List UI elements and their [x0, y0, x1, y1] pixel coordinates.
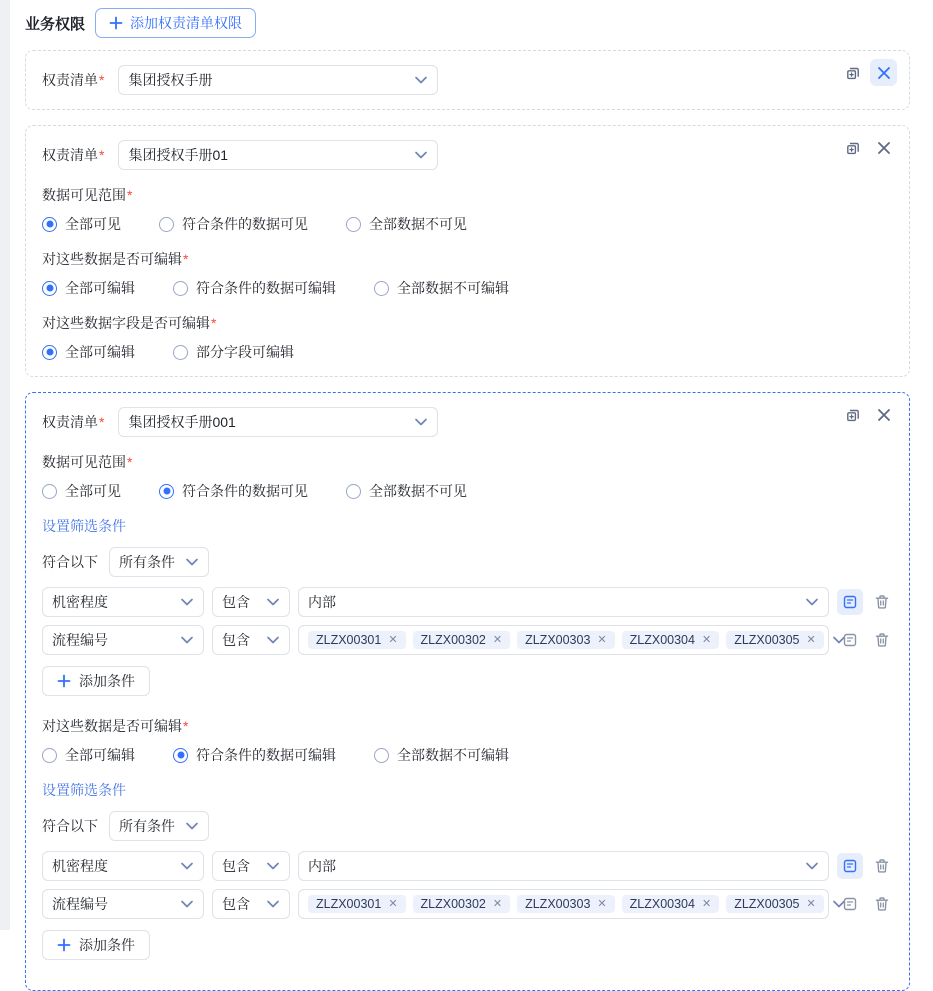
- delete-condition-icon[interactable]: [871, 891, 893, 917]
- value-tag: ZLZX00303 ✕: [517, 631, 615, 649]
- duty-list-value: 集团授权手册01: [128, 147, 229, 163]
- chevron-down-icon: [266, 633, 280, 647]
- tag-close-icon[interactable]: ✕: [806, 633, 816, 646]
- chevron-down-icon: [180, 633, 194, 647]
- match-type-select[interactable]: [109, 547, 209, 577]
- section-title: 业务权限: [25, 15, 86, 33]
- note-icon[interactable]: [837, 891, 863, 917]
- duty-list-field: [42, 65, 893, 95]
- duplicate-card-icon[interactable]: [839, 134, 866, 161]
- duty-list-value: 集团授权手册001: [128, 414, 236, 430]
- set-filter-conditions-link[interactable]: 设置筛选条件: [42, 518, 126, 534]
- data-editable-group: [42, 249, 893, 298]
- radio-option-all-editable[interactable]: 全部可编辑: [42, 745, 135, 765]
- duty-permission-card-2: [25, 125, 910, 377]
- chevron-down-icon: [185, 555, 199, 569]
- tag-close-icon[interactable]: ✕: [597, 633, 607, 646]
- plus-icon: [57, 674, 71, 688]
- radio-icon: [173, 748, 188, 763]
- match-type-row: [42, 547, 893, 577]
- chevron-down-icon: [414, 148, 428, 162]
- radio-icon: [374, 748, 389, 763]
- radio-option-none-editable[interactable]: 全部数据不可编辑: [374, 745, 509, 765]
- radio-icon: [346, 217, 361, 232]
- chevron-down-icon: [414, 73, 428, 87]
- tag-close-icon[interactable]: ✕: [492, 633, 503, 646]
- chevron-down-icon: [185, 819, 199, 833]
- radio-option-conditional-editable[interactable]: 符合条件的数据可编辑: [173, 745, 336, 765]
- chevron-down-icon: [266, 859, 280, 873]
- condition-row: [42, 587, 893, 617]
- condition-value-select[interactable]: 内部: [298, 851, 829, 881]
- duty-list-select[interactable]: [118, 407, 438, 437]
- tag-close-icon[interactable]: ✕: [492, 897, 503, 910]
- radio-option-none-editable[interactable]: 全部数据不可编辑: [374, 278, 509, 298]
- condition-value-select[interactable]: [298, 889, 829, 919]
- condition-field-select[interactable]: 流程编号: [42, 889, 204, 919]
- radio-option-all-visible[interactable]: 全部可见: [42, 214, 121, 234]
- note-icon[interactable]: [837, 627, 863, 653]
- radio-group: [42, 342, 893, 362]
- value-tag: ZLZX00303 ✕: [517, 895, 615, 913]
- duty-list-label: 权责清单*: [42, 72, 105, 88]
- condition-row: [42, 889, 893, 919]
- condition-row: [42, 851, 893, 881]
- duty-list-select[interactable]: [118, 140, 438, 170]
- value-tag: ZLZX00305 ✕: [726, 631, 824, 649]
- duplicate-card-icon[interactable]: [839, 59, 866, 86]
- duty-list-value: 集团授权手册: [128, 72, 213, 88]
- radio-icon: [173, 345, 188, 360]
- condition-field-select[interactable]: 流程编号: [42, 625, 204, 655]
- chevron-down-icon: [180, 595, 194, 609]
- business-permission-panel: [25, 0, 910, 991]
- radio-option-all-editable[interactable]: 全部可编辑: [42, 278, 135, 298]
- chevron-down-icon: [266, 595, 280, 609]
- radio-group: [42, 745, 893, 765]
- close-card-icon[interactable]: [870, 59, 897, 86]
- radio-group: [42, 278, 893, 298]
- tag-close-icon[interactable]: ✕: [388, 633, 398, 646]
- card-actions: [839, 134, 897, 161]
- value-tag: ZLZX00301 ✕: [308, 895, 406, 913]
- radio-option-partial-fields-editable[interactable]: 部分字段可编辑: [173, 342, 294, 362]
- delete-condition-icon[interactable]: [871, 853, 893, 879]
- radio-option-none-visible[interactable]: 全部数据不可见: [346, 214, 467, 234]
- match-type-row: [42, 811, 893, 841]
- match-type-value: 所有条件: [119, 554, 175, 570]
- tag-list: [308, 895, 824, 913]
- radio-icon: [374, 281, 389, 296]
- data-visible-scope-group: [42, 452, 893, 501]
- tag-list: [308, 631, 824, 649]
- radio-option-conditional-visible[interactable]: 符合条件的数据可见: [159, 481, 308, 501]
- add-duty-list-permission-button[interactable]: [95, 8, 256, 38]
- value-tag: ZLZX00305 ✕: [726, 895, 824, 913]
- tag-close-icon[interactable]: ✕: [701, 633, 712, 646]
- radio-icon: [42, 345, 57, 360]
- tag-close-icon[interactable]: ✕: [701, 897, 712, 910]
- data-editable-label: 对这些数据是否可编辑*: [42, 251, 189, 267]
- add-duty-list-permission-label: 添加权责清单权限: [130, 15, 243, 31]
- condition-operator-select[interactable]: 包含: [212, 851, 290, 881]
- condition-row: [42, 625, 893, 655]
- value-tag: ZLZX00301 ✕: [308, 631, 406, 649]
- field-editable-group: [42, 313, 893, 362]
- condition-operator-select[interactable]: 包含: [212, 625, 290, 655]
- plus-icon: [57, 938, 71, 952]
- data-editable-label: 对这些数据是否可编辑*: [42, 718, 189, 734]
- data-visible-scope-group: [42, 185, 893, 234]
- chevron-down-icon: [414, 415, 428, 429]
- duplicate-card-icon[interactable]: [839, 401, 866, 428]
- condition-field-select[interactable]: 机密程度: [42, 587, 204, 617]
- radio-icon: [173, 281, 188, 296]
- radio-icon: [159, 484, 174, 499]
- tag-close-icon[interactable]: ✕: [806, 897, 816, 910]
- match-type-select[interactable]: [109, 811, 209, 841]
- condition-value-select[interactable]: 内部: [298, 587, 829, 617]
- radio-group: [42, 214, 893, 234]
- radio-group: [42, 481, 893, 501]
- match-label: 符合以下: [42, 554, 98, 570]
- value-tag: ZLZX00302 ✕: [413, 631, 511, 649]
- plus-icon: [109, 16, 123, 30]
- radio-option-conditional-editable[interactable]: 符合条件的数据可编辑: [173, 278, 336, 298]
- radio-icon: [346, 484, 361, 499]
- chevron-down-icon: [805, 859, 819, 873]
- value-tag: ZLZX00302 ✕: [413, 895, 511, 913]
- chevron-down-icon: [180, 897, 194, 911]
- data-visible-scope-label: 数据可见范围*: [42, 187, 133, 203]
- add-condition-button[interactable]: 添加条件: [42, 666, 150, 696]
- tag-close-icon[interactable]: ✕: [597, 897, 607, 910]
- note-icon[interactable]: [837, 853, 863, 879]
- page-gutter: [0, 0, 10, 930]
- duty-list-label: 权责清单*: [42, 147, 105, 163]
- duty-permission-card-1: [25, 50, 910, 110]
- delete-condition-icon[interactable]: [871, 589, 893, 615]
- radio-icon: [42, 281, 57, 296]
- add-condition-button[interactable]: 添加条件: [42, 930, 150, 960]
- close-card-icon[interactable]: [870, 401, 897, 428]
- tag-close-icon[interactable]: ✕: [388, 897, 398, 910]
- match-label: 符合以下: [42, 818, 98, 834]
- match-type-value: 所有条件: [119, 818, 175, 834]
- radio-icon: [42, 748, 57, 763]
- radio-option-conditional-visible[interactable]: 符合条件的数据可见: [159, 214, 308, 234]
- chevron-down-icon: [180, 859, 194, 873]
- field-editable-label: 对这些数据字段是否可编辑*: [42, 315, 217, 331]
- duty-list-field: [42, 407, 893, 437]
- delete-condition-icon[interactable]: [871, 627, 893, 653]
- condition-operator-select[interactable]: 包含: [212, 587, 290, 617]
- card-actions: [839, 401, 897, 428]
- duty-permission-card-3: [25, 392, 910, 991]
- duty-list-field: [42, 140, 893, 170]
- data-editable-group: [42, 716, 893, 765]
- radio-icon: [42, 484, 57, 499]
- section-header: [25, 8, 910, 38]
- radio-icon: [42, 217, 57, 232]
- condition-value-select[interactable]: [298, 625, 829, 655]
- radio-option-all-fields-editable[interactable]: 全部可编辑: [42, 342, 135, 362]
- condition-field-select[interactable]: 机密程度: [42, 851, 204, 881]
- chevron-down-icon: [805, 595, 819, 609]
- chevron-down-icon: [266, 897, 280, 911]
- radio-icon: [159, 217, 174, 232]
- close-card-icon[interactable]: [870, 134, 897, 161]
- radio-option-all-visible[interactable]: 全部可见: [42, 481, 121, 501]
- value-tag: ZLZX00304 ✕: [622, 895, 720, 913]
- radio-option-none-visible[interactable]: 全部数据不可见: [346, 481, 467, 501]
- duty-list-select[interactable]: [118, 65, 438, 95]
- duty-list-label: 权责清单*: [42, 414, 105, 430]
- note-icon[interactable]: [837, 589, 863, 615]
- data-visible-scope-label: 数据可见范围*: [42, 454, 133, 470]
- set-filter-conditions-link[interactable]: 设置筛选条件: [42, 782, 126, 798]
- card-actions: [839, 59, 897, 86]
- value-tag: ZLZX00304 ✕: [622, 631, 720, 649]
- condition-operator-select[interactable]: 包含: [212, 889, 290, 919]
